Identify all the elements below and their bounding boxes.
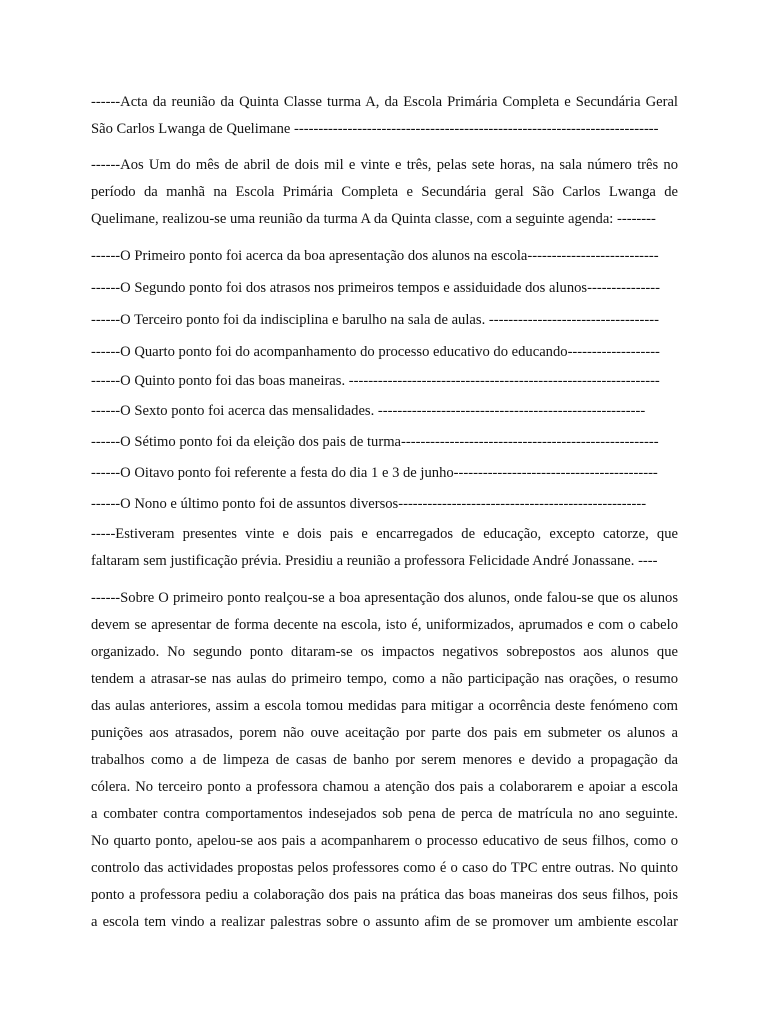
agenda-item-7: ------O Sétimo ponto foi da eleição dos pais de turma----------------------------------------------------- [91, 434, 659, 450]
discussion-line-13: a escola tem vindo a realizar palestras sobre o assunto afim de se promover um ambiente escolar [91, 914, 678, 930]
agenda-item-9: ------O Nono e último ponto foi de assuntos diversos--------------------------------------------------- [91, 496, 647, 512]
agenda-item-5: ------O Quinto ponto foi das boas maneiras. ---------------------------------------------------------------- [91, 373, 660, 389]
discussion-line-11: controlo das actividades propostas pelos professores como é o caso do TPC entre outras. No quinto [91, 860, 678, 876]
opening-line-3: Quelimane, realizou-se uma reunião da turma A da Quinta classe, com a seguinte agenda: -------- [91, 211, 656, 227]
discussion-line-9: a combater contra comportamentos indesejados sob pena de perca de matrícula no ano seguinte. [91, 806, 678, 822]
discussion-line-7: trabalhos como a de limpeza de casas de banho por serem menores e devido a propagação da [91, 752, 678, 768]
agenda-item-2: ------O Segundo ponto foi dos atrasos nos primeiros tempos e assiduidade dos alunos--------------- [91, 280, 661, 296]
discussion-line-3: organizado. No segundo ponto ditaram-se os impactos negativos sobrepostos aos alunos que [91, 644, 678, 660]
title-line-2: São Carlos Lwanga de Quelimane --------------------------------------------------------------------------- [91, 121, 659, 137]
attendance-line-1: -----Estiveram presentes vinte e dois pais e encarregados de educação, excepto catorze, que [91, 526, 678, 542]
opening-line-2: período da manhã na Escola Primária Completa e Secundária geral São Carlos Lwanga de [91, 184, 678, 200]
discussion-line-12: ponto a professora pediu a colaboração dos pais na prática das boas maneiras dos seus filhos, pois [91, 887, 678, 903]
agenda-item-3: ------O Terceiro ponto foi da indisciplina e barulho na sala de aulas. ----------------------------------- [91, 312, 659, 328]
opening-line-1: ------Aos Um do mês de abril de dois mil e vinte e três, pelas sete horas, na sala número três no [91, 157, 678, 173]
discussion-line-6: punições aos atrasados, porem não ouve aceitação por parte dos pais em submeter os alunos a [91, 725, 678, 741]
title-line-1: ------Acta da reunião da Quinta Classe turma A, da Escola Primária Completa e Secundária Geral [91, 94, 678, 110]
discussion-line-2: devem se apresentar de forma decente na escola, isto é, uniformizados, aprumados e com o cabelo [91, 617, 678, 633]
agenda-item-4: ------O Quarto ponto foi do acompanhamento do processo educativo do educando------------------- [91, 344, 660, 360]
discussion-line-8: cólera. No terceiro ponto a professora chamou a atenção dos pais a colaborarem e apoiar a escola [91, 779, 678, 795]
discussion-line-10: No quarto ponto, apelou-se aos pais a acompanharem o processo educativo de seus filhos, como o [91, 833, 678, 849]
discussion-line-1: ------Sobre O primeiro ponto realçou-se a boa apresentação dos alunos, onde falou-se que os alunos [91, 590, 678, 606]
agenda-item-8: ------O Oitavo ponto foi referente a festa do dia 1 e 3 de junho------------------------------------------ [91, 465, 658, 481]
discussion-line-5: das aulas anteriores, assim a escola tomou medidas para mitigar a ocorrência deste fenómeno com [91, 698, 678, 714]
agenda-item-6: ------O Sexto ponto foi acerca das mensalidades. ------------------------------------------------------- [91, 403, 646, 419]
discussion-line-4: tendem a atrasar-se nas aulas do primeiro tempo, como a não participação nas orações, o resumo [91, 671, 678, 687]
attendance-line-2: faltaram sem justificação prévia. Presidiu a reunião a professora Felicidade André Jonassane. ---- [91, 553, 658, 569]
agenda-item-1: ------O Primeiro ponto foi acerca da boa apresentação dos alunos na escola--------------------------- [91, 248, 659, 264]
